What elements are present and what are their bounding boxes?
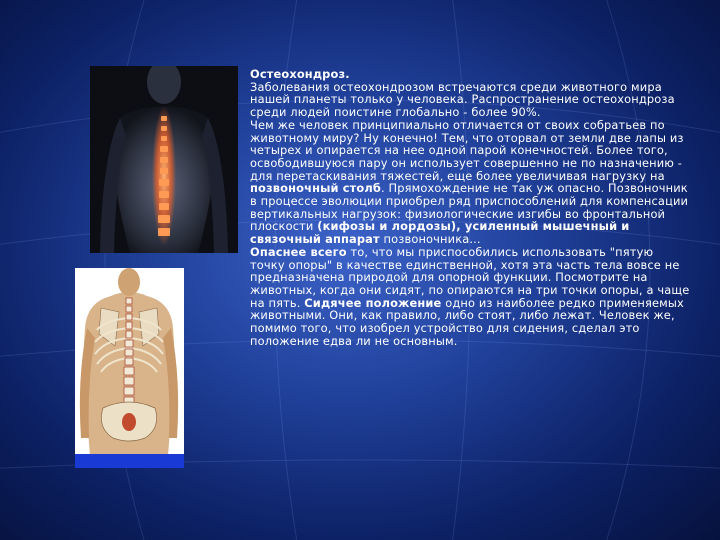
paragraph-intro: Заболевания остеохондрозом встречаются среди животного мира нашей планеты только у человека. Распространение остеохондроза среди людей поистине глобально - более 90%. <box>250 79 675 120</box>
text-run: Чем же человек принципиально отличается от своих собратьев по животному миру? Ну конечно! Тем, что оторвал от земли две лапы из четырех и опирается на нее одной парой конечностей. Более того, освободившуюся пару он использует совершенно не по назначению - для перетаскивания тяжестей, еще более увеличивая нагрузку на <box>250 117 684 183</box>
text-run: то, что мы приспособились использовать "пятую точку опоры" в качестве единственной, хотя эта часть тела вовсе не предназначена природой для опорной функции. Посмотрите на животных, когда они сидят, по опираются на три точки опоры, а чаще на пять. <box>250 244 690 310</box>
text-run: одно из наиболее редко применяемых животными. Они, как правило, либо стоят, либо лежат. Человек же, помимо того, что изобрел устройство для сидения, сделал это положение едва ли не основным. <box>250 295 684 348</box>
back-spine-image <box>90 66 238 253</box>
text-run: . Прямохождение не так уж опасно. Позвоночник в процессе эволюции приобрел ряд приспособлений для компенсации вертикальных нагрузок: физиологические изгибы во фронтальной плоскости <box>250 181 689 234</box>
bold-kyphosis-lordosis: (кифозы и лордозы), усиленный мышечный и связочный аппарат <box>250 219 630 247</box>
text-run: позвоночника... <box>379 232 481 247</box>
paragraph-sitting <box>250 246 690 348</box>
bold-spinal-column: позвоночный столб <box>250 181 382 196</box>
bold-most-dangerous: Опаснее всего <box>250 244 347 259</box>
bold-sitting-position: Сидячее положение <box>304 295 442 310</box>
paragraph-evolution <box>250 119 690 246</box>
slide-title: Остеохондроз. <box>250 67 350 81</box>
slide-text-block <box>250 68 690 347</box>
skeleton-spine-image <box>75 268 184 468</box>
